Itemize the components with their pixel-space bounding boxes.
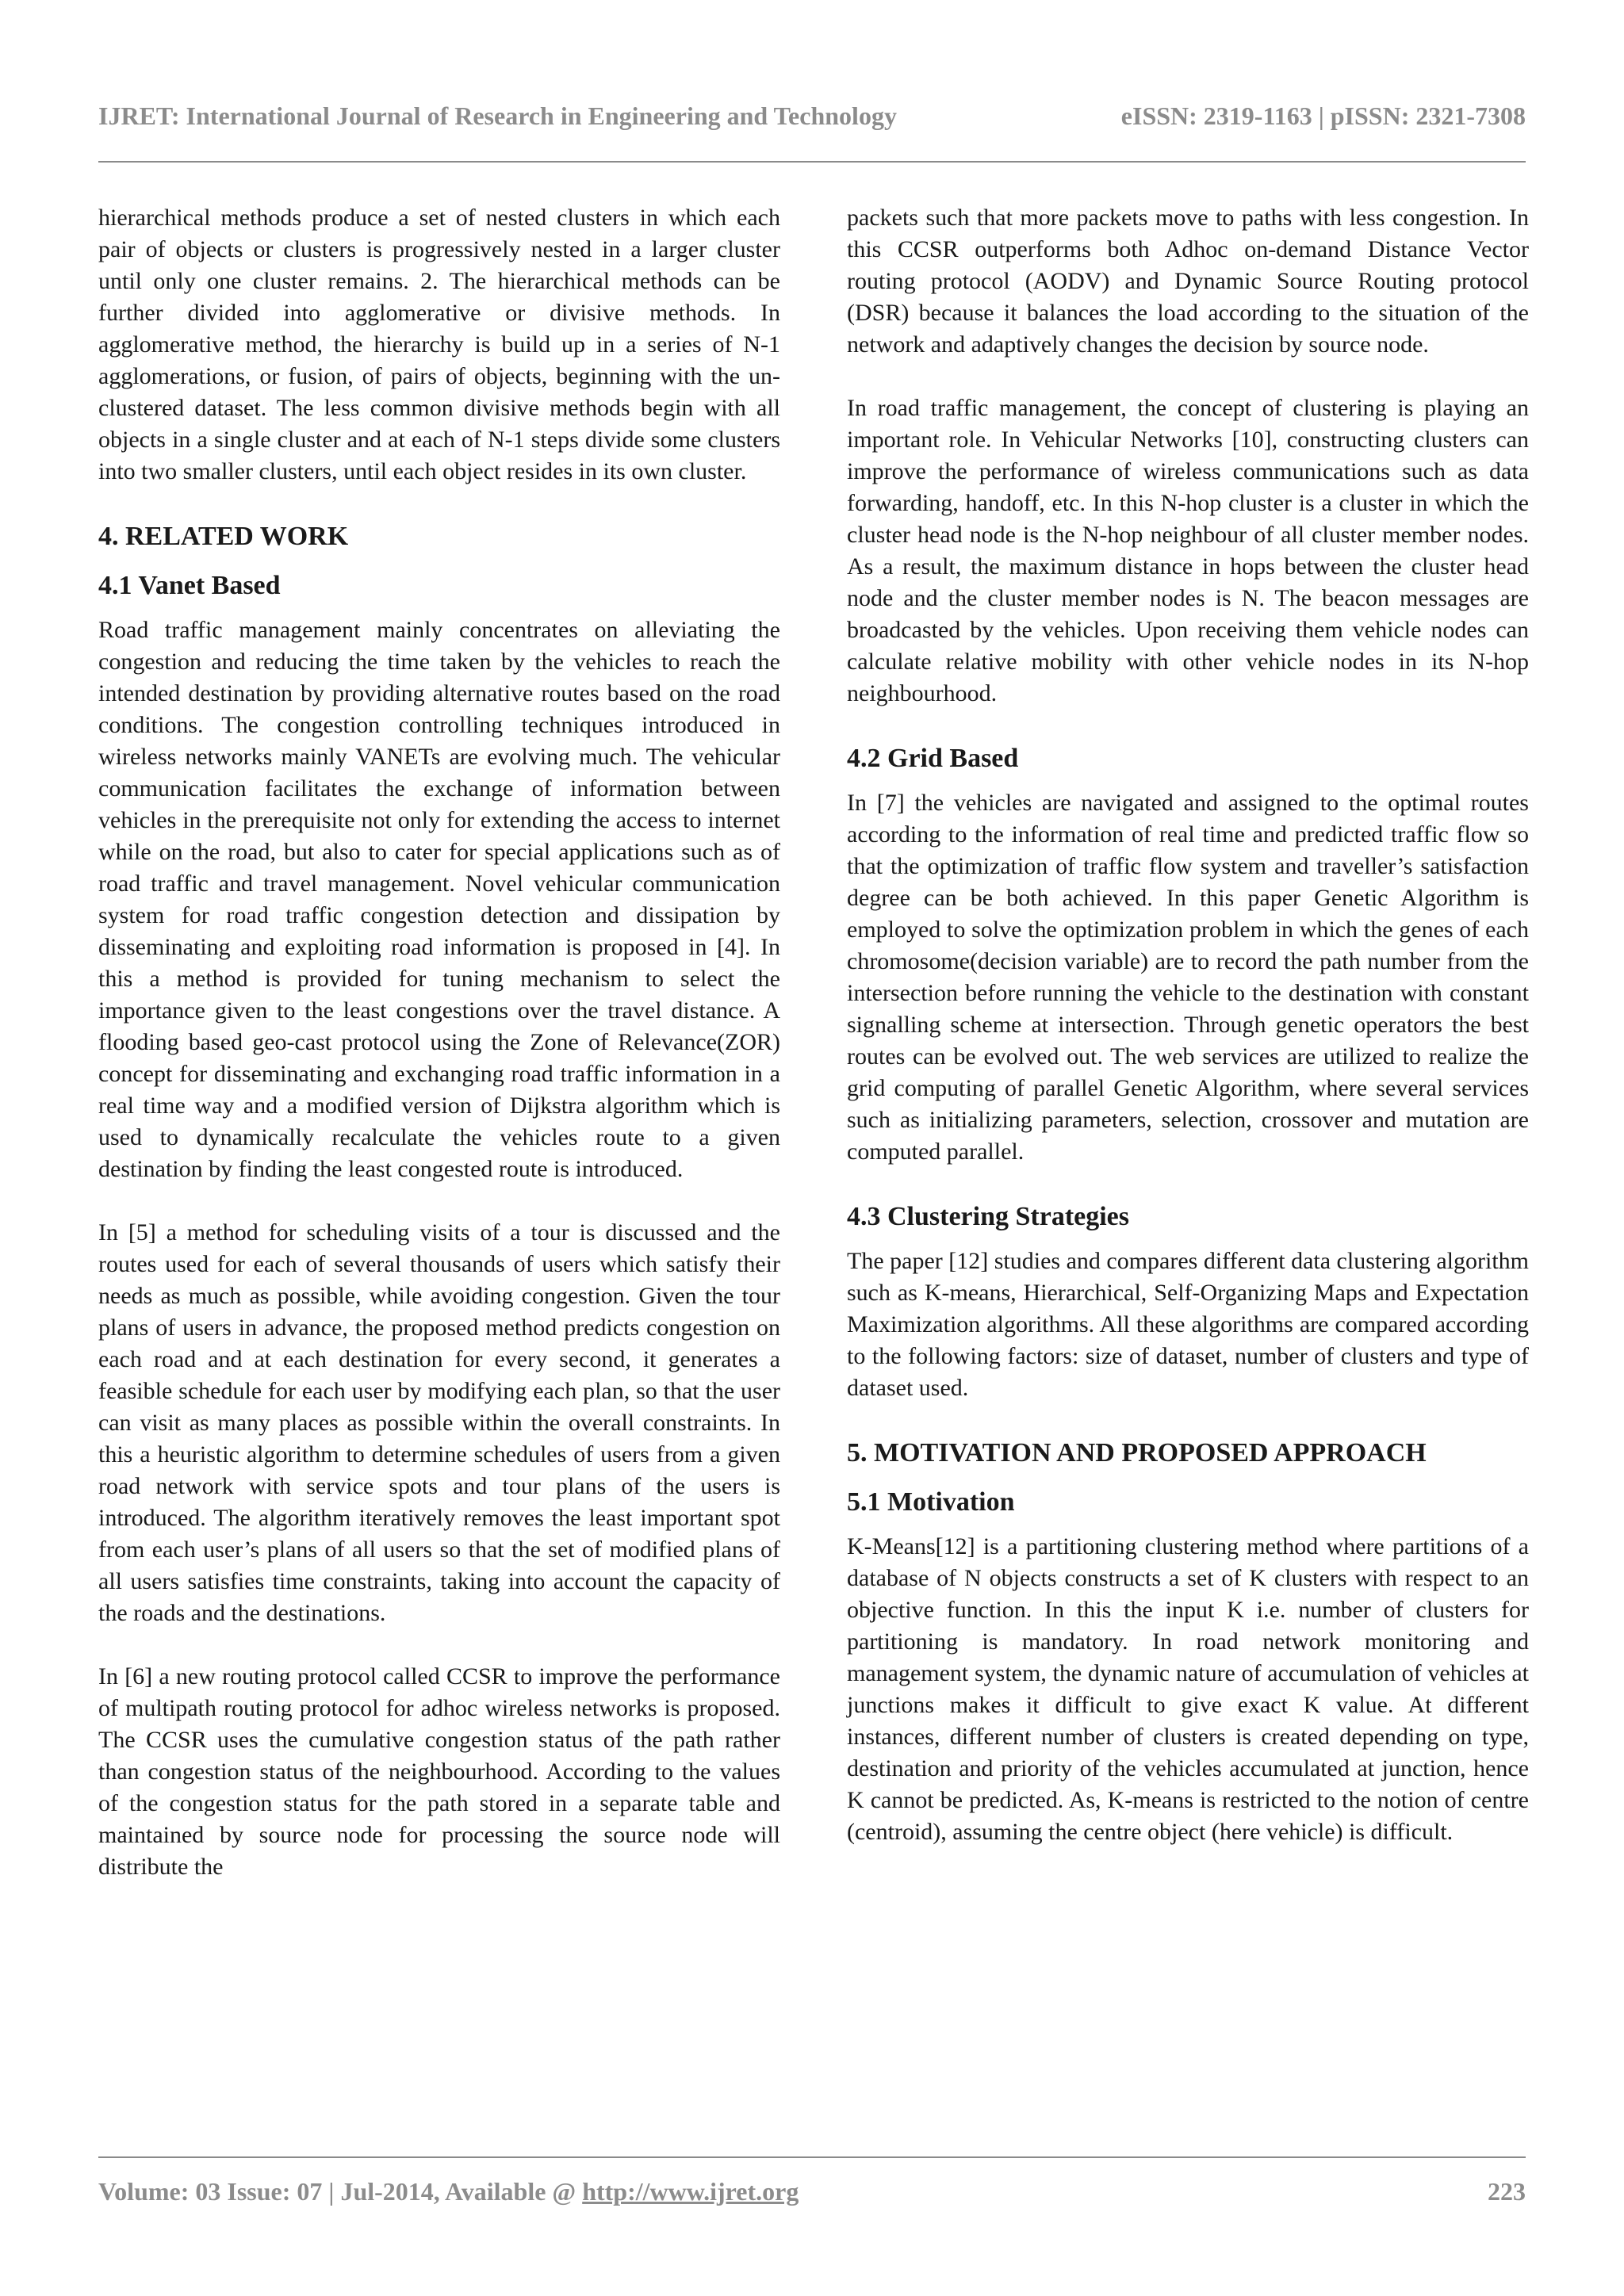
journal-link[interactable]: http://www.ijret.org: [582, 2176, 799, 2206]
journal-title: IJRET: International Journal of Research in Engineering and Technology: [98, 101, 897, 130]
header-divider: [98, 161, 1526, 163]
subsection-heading-grid: 4.2 Grid Based: [847, 744, 1019, 773]
ref5-paragraph: In [5] a method for scheduling visits of a tour is discussed and the routes used for each of several thousands of users which satisfy their needs as much as possible, while avoiding congestion. Given the tour plans of users in advance, the proposed method predicts congestion on each road and at each destination for every second, it generates a feasible schedule for each user by modifying each plan, so that the user can visit as many places as possible within the overall constraints. In this a heuristic algorithm to determine schedules of users from a given road network with service spots and tour plans of the users is introduced. The algorithm iteratively removes the least important spot from each user’s plans of all users so that the set of modified plans of all users satisfies time constraints, taking into account the capacity of the roads and the destinations.: [98, 1219, 780, 1626]
section-heading-motivation: 5. MOTIVATION AND PROPOSED APPROACH: [847, 1438, 1427, 1468]
right-column: [847, 202, 1529, 1848]
subsection-heading-vanet: 4.1 Vanet Based: [98, 571, 281, 600]
ref6-paragraph: In [6] a new routing protocol called CCSR to improve the performance of multipath routing protocol for adhoc wireless networks is proposed. The CCSR uses the cumulative congestion status of the path rather than congestion status of the neighbourhood. According to the values of the congestion status for the path stored in a separate table and maintained by source node for processing the source node will distribute the: [98, 1663, 780, 1880]
volume-text: Volume: 03 Issue: 07 | Jul-2014, Available @: [98, 2176, 583, 2206]
intro-paragraph: hierarchical methods produce a set of nested clusters in which each pair of objects or clusters is progressively nested in a larger cluster until only one cluster remains. 2. The hierarchical methods can be further divided into agglomerative or divisive methods. In agglomerative method, the hierarchy is build up in a series of N-1 agglomerations, or fusion, of pairs of objects, beginning with the un-clustered dataset. The less common divisive methods begin with all objects in a single cluster and at each of N-1 steps divide some clusters into two smaller clusters, until each object resides in its own cluster.: [98, 205, 780, 484]
issn-info: eISSN: 2319-1163 | pISSN: 2321-7308: [1120, 101, 1526, 130]
subsection-heading-strategies: 4.3 Clustering Strategies: [847, 1202, 1130, 1231]
page-footer: [98, 2174, 1526, 2209]
clustering-paragraph: In road traffic management, the concept of clustering is playing an important role. In Vehicular Networks [10], constructing clusters can improve the performance of wireless communications such as data forwarding, handoff, etc. In this N-hop cluster is a cluster in which the cluster head node is the N-hop neighbour of all cluster member nodes. As a result, the maximum distance in hops between the cluster head node and the cluster member nodes is N. The beacon messages are broadcasted by the vehicles. Upon receiving them vehicle nodes can calculate relative mobility with other vehicle nodes in its N-hop neighbourhood.: [847, 395, 1529, 706]
vanet-paragraph: Road traffic management mainly concentrates on alleviating the congestion and reducing the time taken by the vehicles to reach the intended destination by providing alternative routes based on the road conditions. The congestion controlling techniques introduced in wireless networks mainly VANETs are evolving much. The vehicular communication facilitates the exchange of information between vehicles in the prerequisite not only for extending the access to internet while on the road, but also to cater for special applications such as of road traffic and travel management. Novel vehicular communication system for road traffic congestion detection and dissipation by disseminating and exploiting road information is proposed in [4]. In this a method is provided for tuning mechanism to select the importance given to the least congestions over the travel distance. A flooding based geo-cast protocol using the Zone of Relevance(ZOR) concept for disseminating and exchanging road traffic information in a real time way and a modified version of Dijkstra algorithm which is used to dynamically recalculate the vehicles route to a given destination by finding the least congested route is introduced.: [98, 617, 780, 1182]
section-heading-related-work: 4. RELATED WORK: [98, 522, 349, 551]
footer-volume: [98, 2177, 799, 2206]
left-column: [98, 202, 780, 1883]
strategies-paragraph: The paper [12] studies and compares different data clustering algorithm such as K-means, Hierarchical, Self-Organizing Maps and Expectation Maximization algorithms. All these algorithms are compared according to the following factors: size of dataset, number of clusters and type of dataset used.: [847, 1248, 1529, 1401]
footer-divider: [98, 2156, 1526, 2158]
motivation-paragraph: K-Means[12] is a partitioning clustering method where partitions of a database of N objects constructs a set of K clusters with respect to an objective function. In this the input K i.e. number of clusters for partitioning is mandatory. In road network monitoring and management system, the dynamic nature of accumulation of vehicles at junctions makes it difficult to give exact K value. At different instances, different number of clusters is created depending on type, destination and priority of the vehicles accumulated at junction, hence K cannot be predicted. As, K-means is restricted to the notion of centre (centroid), assuming the centre object (here vehicle) is difficult.: [847, 1533, 1529, 1845]
ccsr-continuation-paragraph: packets such that more packets move to paths with less congestion. In this CCSR outperforms both Adhoc on-demand Distance Vector routing protocol (AODV) and Dynamic Source Routing protocol (DSR) because it balances the load according to the situation of the network and adaptively changes the decision by source node.: [847, 205, 1529, 358]
page-header: [98, 98, 1526, 133]
grid-paragraph: In [7] the vehicles are navigated and assigned to the optimal routes according to the information of real time and predicted traffic flow so that the optimization of traffic flow system and traveller’s satisfaction degree can be both achieved. In this paper Genetic Algorithm is employed to solve the optimization problem in which the genes of each chromosome(decision variable) are to record the path number from the intersection before running the vehicle to the destination with constant signalling scheme at intersection. Through genetic operators the best routes can be evolved out. The web services are utilized to realize the grid computing of parallel Genetic Algorithm, where several services such as initializing parameters, selection, crossover and mutation are computed parallel.: [847, 790, 1529, 1165]
subsection-heading-motivation: 5.1 Motivation: [847, 1487, 1015, 1517]
page-number: 223: [1488, 2176, 1526, 2206]
